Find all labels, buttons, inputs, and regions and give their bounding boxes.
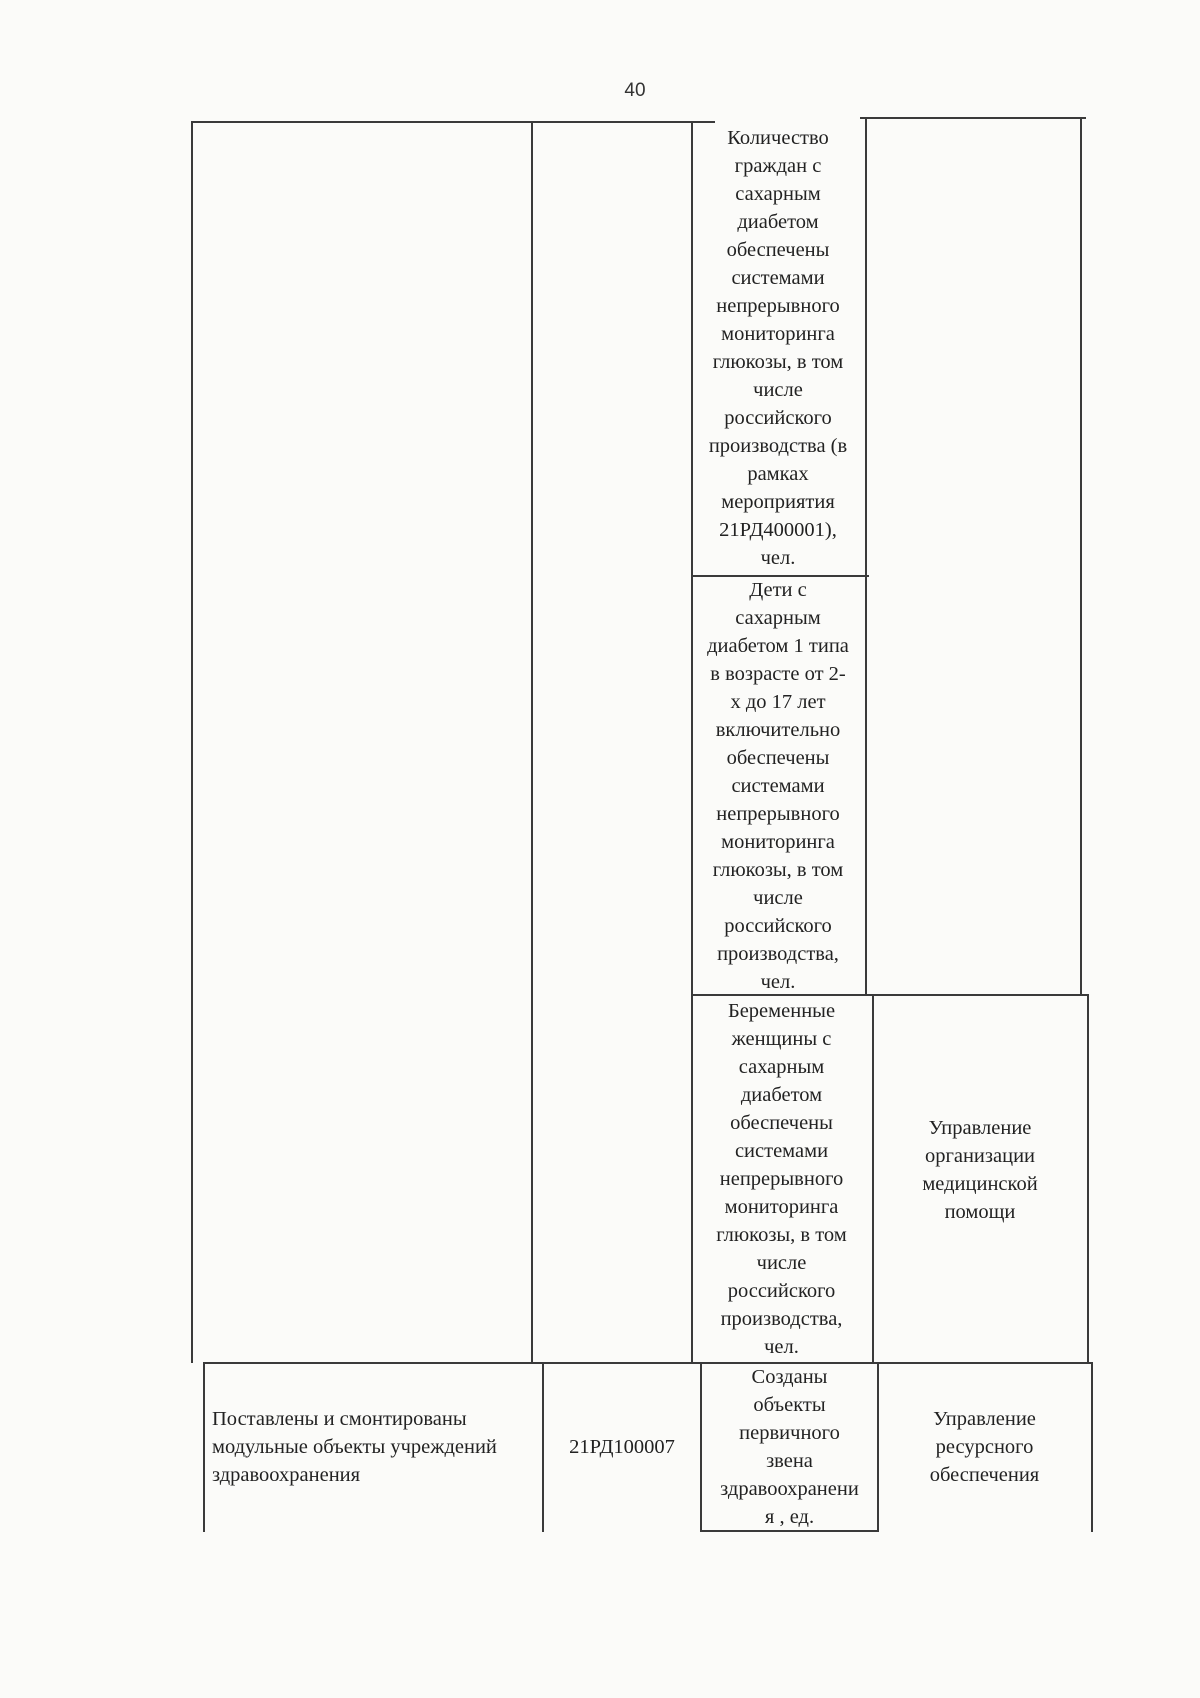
text-line: обеспечения: [929, 1464, 1040, 1486]
result-text: [212, 1405, 537, 1489]
text-line: мониторинга: [721, 323, 835, 345]
text-line: сахарным: [738, 1056, 825, 1078]
text-line: звена: [766, 1450, 813, 1472]
table-border-top-right: [860, 117, 1086, 119]
text-line: помощи: [944, 1201, 1016, 1223]
text-line: обеспечены: [726, 239, 830, 261]
text-line: 21РД400001),: [719, 519, 837, 541]
text-line: обеспечены: [726, 746, 830, 769]
text-line: Беременные: [727, 1000, 836, 1022]
table-border-top: [191, 121, 715, 123]
text-line: сахарным: [735, 183, 821, 205]
column-divider-3: [865, 117, 867, 994]
indicator-cell-row-3: [693, 996, 870, 1362]
text-line: Управление: [933, 1408, 1036, 1430]
text-line: объекты: [753, 1394, 826, 1416]
column-divider-1: [531, 121, 533, 1363]
text-line: числе: [753, 886, 803, 909]
text-line: здравоохранения: [212, 1464, 361, 1486]
text-line: диабетом: [740, 1084, 823, 1106]
text-line: модульные объекты учреждений: [212, 1436, 497, 1458]
text-line: Созданы: [751, 1366, 828, 1388]
text-line: глюкозы, в том: [712, 351, 844, 373]
result-cell-row-4: [212, 1364, 537, 1530]
text-line: ресурсного: [935, 1436, 1034, 1458]
text-line: чел.: [764, 1336, 799, 1358]
indicator-text: [720, 1363, 859, 1531]
indicator-cell-row-4: [702, 1364, 877, 1530]
text-line: Дети с: [749, 578, 807, 601]
text-line: непрерывного: [716, 802, 840, 825]
text-line: числе: [753, 379, 803, 401]
text-line: системами: [731, 774, 825, 797]
text-line: в возрасте от 2-: [710, 662, 846, 685]
text-line: медицинской: [922, 1173, 1038, 1195]
text-line: мониторинга: [721, 830, 835, 853]
text-line: глюкозы, в том: [712, 858, 844, 881]
responsible-text: [930, 1405, 1039, 1489]
text-line: первичного: [739, 1422, 840, 1444]
text-line: производства (в: [708, 435, 848, 457]
text-line: системами: [731, 267, 825, 289]
text-line: чел.: [760, 970, 796, 993]
text-line: чел.: [760, 547, 796, 569]
text-line: граждан с: [734, 155, 822, 177]
text-line: женщины с: [731, 1028, 832, 1050]
responsible-cell-row-4: [879, 1364, 1090, 1530]
text-line: сахарным: [735, 606, 821, 629]
text-line: российского: [724, 407, 832, 429]
text-line: непрерывного: [719, 1168, 844, 1190]
page-number: 40: [624, 80, 646, 101]
text-line: здравоохранени: [720, 1478, 859, 1500]
table-border-right: [1080, 117, 1082, 994]
text-line: Управление: [928, 1117, 1032, 1139]
text-line: производства,: [717, 942, 839, 965]
text-line: рамках: [747, 463, 809, 485]
table-border-left: [191, 121, 193, 1363]
table-border-right-mid: [1087, 994, 1089, 1362]
text-line: обеспечены: [730, 1112, 833, 1134]
indicator-text: [709, 124, 847, 572]
indicator-text: [707, 576, 849, 996]
text-line: производства,: [720, 1308, 843, 1330]
text-line: глюкозы, в том: [716, 1224, 847, 1246]
indicator-cell-row-1: [693, 121, 863, 575]
text-line: диабетом 1 типа: [707, 634, 849, 657]
text-line: Количество: [727, 127, 829, 149]
text-line: системами: [734, 1140, 829, 1162]
table-border-right-lower: [1091, 1362, 1093, 1532]
text-line: организации: [924, 1145, 1036, 1167]
text-line: мероприятия: [721, 491, 835, 513]
code-text: 21РД100007: [569, 1436, 675, 1458]
table-border-left-lower: [203, 1362, 205, 1532]
code-cell-row-4: [544, 1364, 700, 1530]
text-line: включительно: [715, 718, 841, 741]
text-line: российского: [724, 914, 832, 937]
text-line: я , ед.: [764, 1506, 815, 1528]
text-line: российского: [727, 1280, 836, 1302]
text-line: диабетом: [737, 211, 819, 233]
text-line: х до 17 лет: [730, 690, 826, 713]
text-line: числе: [756, 1252, 807, 1274]
indicator-text: [716, 997, 847, 1361]
indicator-cell-row-2: [693, 577, 863, 994]
text-line: мониторинга: [724, 1196, 839, 1218]
responsible-text: [922, 1114, 1037, 1226]
text-line: непрерывного: [716, 295, 840, 317]
responsible-cell-row-3: [874, 1110, 1086, 1230]
text-line: Поставлены и смонтированы: [212, 1408, 467, 1430]
